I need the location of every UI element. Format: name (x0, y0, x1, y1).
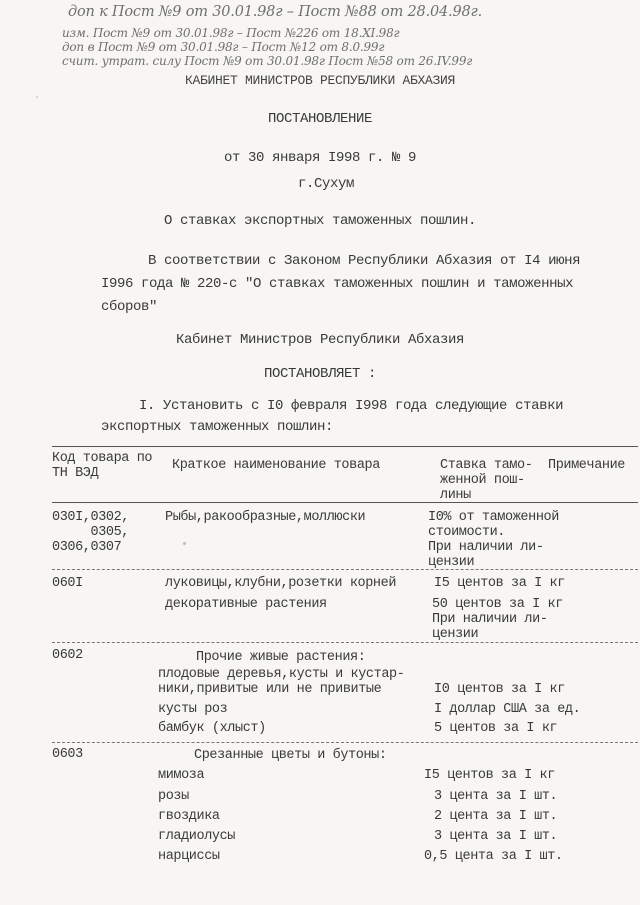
section-heading: Прочие живые растения: (196, 650, 366, 665)
header-note: Примечание (548, 458, 626, 473)
item-rate: I доллар США за ед. (434, 702, 581, 717)
item-rate: I5 центов за I кг (424, 768, 555, 783)
handwritten-note: доп к Пост №9 от 30.01.98г – Пост №88 от 28.04.98г. (68, 4, 483, 20)
table-header-rule (52, 502, 638, 503)
preamble-line: сборов" (101, 299, 158, 315)
scan-speck (36, 96, 38, 98)
document-title: О ставках экспортных таможенных пошлин. (163, 213, 477, 229)
header-code: Код товара по ТН ВЭД (52, 451, 153, 481)
item-name: декоративные растения (165, 597, 327, 612)
item-rate: 2 цента за I шт. (434, 809, 558, 824)
section-divider (52, 569, 638, 570)
item-name: луковицы,клубни,розетки корней (165, 576, 397, 591)
section-code: 060I (52, 576, 83, 591)
clause-1-line: I. Установить с I0 февраля I998 года следующие ставки (139, 398, 564, 414)
preamble-line: I996 года № 220-с "О ставках таможенных пошлин и таможенных (101, 276, 574, 292)
section-divider (52, 642, 638, 643)
item-name: бамбук (хлыст) (158, 721, 266, 736)
item-rate: 3 цента за I шт. (434, 829, 558, 844)
section-code: 0602 (52, 648, 83, 663)
header-name: Краткое наименование товара (172, 458, 380, 473)
item-rate: I0 центов за I кг (434, 682, 565, 697)
header-rate: Ставка тамо- женной пош- лины (440, 458, 533, 503)
doc-type: ПОСТАНОВЛЕНИЕ (267, 111, 373, 127)
clause-1-line: экспортных таможенных пошлин: (101, 419, 334, 435)
city: г.Сухум (297, 176, 354, 192)
item-name: Рыбы,ракообразные,моллюски (165, 510, 366, 525)
table-top-rule (52, 446, 638, 447)
section-code: 030I,0302, 0305, 0306,0307 (52, 510, 130, 555)
section-heading: Срезанные цветы и бутоны: (194, 748, 387, 763)
item-name: плодовые деревья,кусты и кустар- ники,привитые или не привитые (158, 667, 405, 697)
item-name: гвоздика (158, 809, 220, 824)
handwritten-note: изм. Пост №9 от 30.01.98г – Пост №226 от 18.XI.98г (62, 26, 400, 40)
resolves-heading: ПОСТАНОВЛЯЕТ : (263, 366, 377, 382)
section-divider (52, 742, 638, 743)
scan-speck (183, 542, 186, 545)
item-name: нарциссы (158, 849, 220, 864)
item-rate: 3 цента за I шт. (434, 789, 558, 804)
date-line: от 30 января I998 г. № 9 (223, 150, 417, 166)
item-rate: I5 центов за I кг (434, 576, 565, 591)
item-rate: I0% от таможенной стоимости. При наличии ли- цензии (428, 510, 559, 570)
org-name: КАБИНЕТ МИНИСТРОВ РЕСПУБЛИКИ АБХАЗИЯ (184, 73, 456, 88)
item-rate: 0,5 цента за I шт. (424, 849, 563, 864)
item-rate: 50 центов за I кг При наличии ли- цензии (432, 597, 563, 642)
item-name: розы (158, 789, 189, 804)
handwritten-note: счит. утрат. силу Пост №9 от 30.01.98г Пост №58 от 26.IV.99г (62, 54, 473, 68)
preamble-line: В соответствии с Законом Республики Абхазия от I4 июня (148, 253, 581, 269)
item-name: кусты роз (158, 702, 228, 717)
handwritten-note: доп в Пост №9 от 30.01.98г – Пост №12 от 8.0.99г (62, 40, 385, 54)
issuer: Кабинет Министров Республики Абхазия (175, 332, 465, 348)
item-rate: 5 центов за I кг (434, 721, 558, 736)
item-name: гладиолусы (158, 829, 236, 844)
item-name: мимоза (158, 768, 205, 783)
section-code: 0603 (52, 747, 83, 762)
